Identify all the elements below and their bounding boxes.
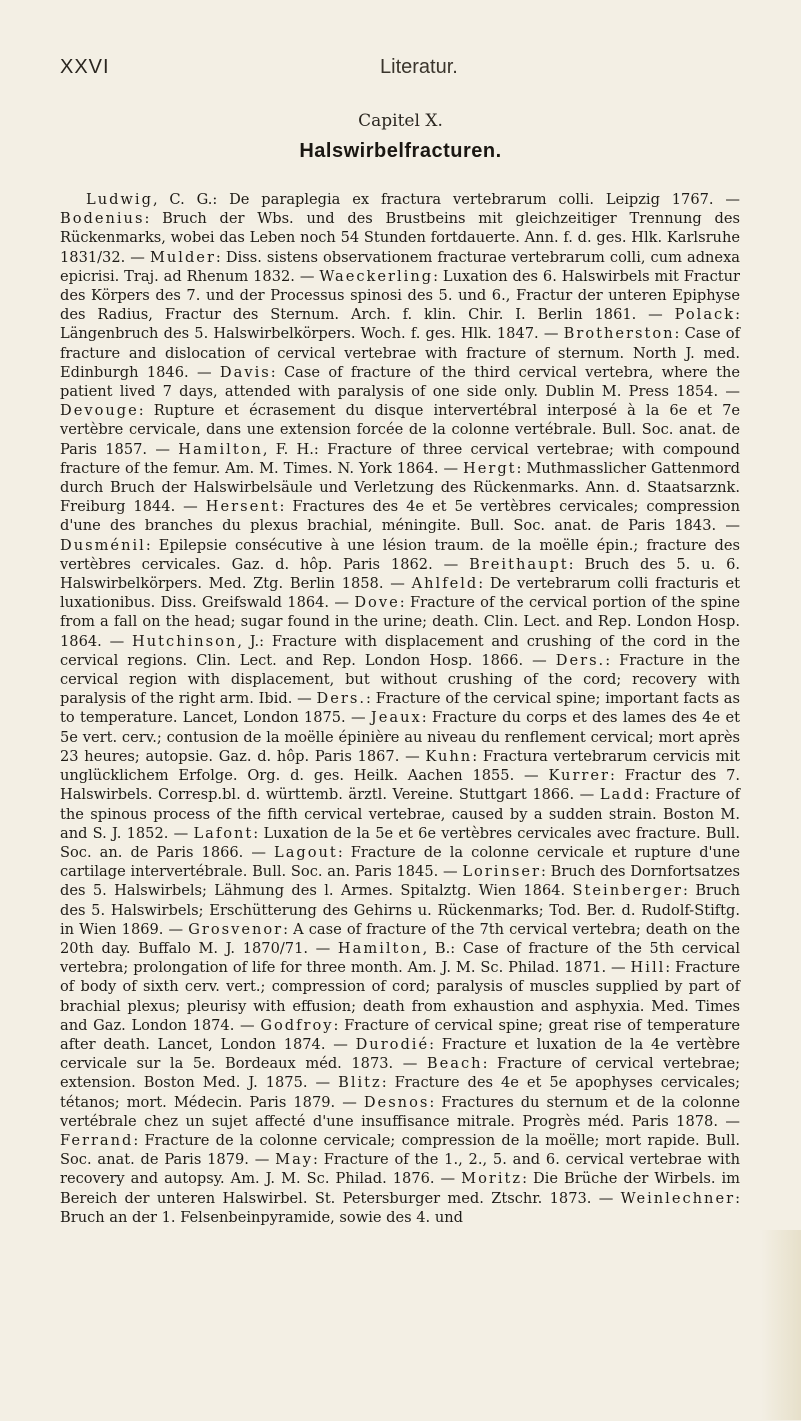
author-name: Mulder (149, 248, 216, 266)
running-head: Literatur. (380, 56, 458, 78)
author-name: Dusménil (60, 536, 146, 554)
citation-text: , C. G.: De paraplegia ex fractura vertebrarum colli. Leipzig 1767. — (152, 191, 740, 208)
author-name: May (275, 1151, 314, 1169)
author-name: Hersent (205, 498, 280, 516)
author-name: Kuhn (425, 747, 473, 765)
author-name: Lafont (193, 824, 254, 842)
citation-text: : Fracture in the cervical region with displacement, but without crushing of the cord; recovery with paralysis of the right arm. Ibid. — (60, 651, 741, 708)
citation-text: : Rupture et écrasement du disque intervertébral interposé à la 6e et 7e vertèbre cervicale, dans une extension forcée de la colonne vertébrale. Bull. Soc. anat. de Paris 1857. — (60, 402, 740, 458)
citation-text: : Case of fracture of the third cervical vertebra, where the patient lived 7 days, attended with paralysis of one side only. Dublin M. Press 1854. — (60, 363, 741, 401)
citation-text: : Fracture et luxation de la 4e vertèbre cervicale sur la 5e. Bordeaux méd. 1873. — (60, 1035, 740, 1073)
bibliography-paragraph (60, 190, 740, 1227)
chapter-heading: Capitel X. (358, 111, 443, 131)
page-header (60, 56, 740, 86)
citation-text: : Fracture of cervical spine; great rise of temperature after death. Lancet, London 1874. — (60, 1016, 740, 1053)
author-name: Godfroy (260, 1016, 334, 1034)
author-name: Hamilton (337, 939, 423, 957)
author-name: Moritz (461, 1170, 523, 1188)
citation-text: : Luxation de la 5e et 6e vertèbres cervicales avec fracture. Bull. Soc. an. de Paris 1866. — (60, 824, 740, 861)
author-name: Ladd (599, 786, 645, 804)
author-name: Blitz (338, 1074, 382, 1092)
citation-text: : Fractur des 7. Halswirbels. Corresp.bl. d. württemb. ärztl. Vereine. Stuttgart 1866. — (60, 767, 740, 804)
page-number: XXVI (60, 56, 110, 78)
author-name: Breithaupt (469, 555, 569, 573)
citation-text: : Epilepsie consécutive à une lésion traum. de la moëlle épin.; fracture des vertèbres cervicales. Gaz. d. hôp. Paris 1862. — (60, 536, 740, 573)
citation-text: : Fractura vertebrarum cervicis mit unglücklichem Erfolge. Org. d. ges. Heilk. Aachen 1855. — (60, 747, 740, 785)
citation-text: : Längenbruch des 5. Halswirbelkörpers. Woch. f. ges. Hlk. 1847. — (60, 306, 740, 343)
citation-text: : Bruch der Wbs. und des Brustbeins mit gleichzeitiger Trennung des Rückenmarks, wobei das Leben noch 54 Stunden fortdauerte. Ann. f. d. ges. Hlk. Karlsruhe 1831/32. — (60, 210, 740, 266)
author-name: Desnos (363, 1093, 430, 1111)
author-name: Steinberger (572, 882, 684, 900)
citation-text: : Fracture du corps et des lames des 4e et 5e vert. cerv.; contusion de la moëlle épinière au niveau du renflement cervical; mort après 23 heures; autopsie. Gaz. d. hôp. Paris 1867. — (60, 709, 740, 765)
citation-text: : Fracture of the spinous process of the fifth cervical vertebrae, caused by a sudden strain. Boston M. and S. J. 1852. — (60, 786, 740, 842)
citation-text: : Fracture of body of sixth cerv. vert.; compression of cord; paralysis of muscles supplied by part of brachial plexus; pleurisy with effusion; death from exhaustion and asphyxia. Med. Times and Gaz. London 1874. — (60, 959, 740, 1034)
citation-text: : Case of fracture and dislocation of cervical vertebrae with fracture of sternum. North J. med. Edinburgh 1846. — (60, 325, 740, 381)
author-name: Beach (426, 1055, 483, 1073)
author-name: Lagout (274, 843, 338, 861)
author-name: Ferrand (60, 1131, 134, 1149)
author-name: Hill (630, 959, 666, 977)
citation-text: : Muthmasslicher Gattenmord durch Bruch der Halswirbelsäule und Verletzung des Rückenmarks. Ann. d. Staatsarznk. Freiburg 1844. — (60, 459, 741, 516)
author-name: Lorinser (462, 863, 541, 881)
author-name: Ders. (555, 651, 606, 669)
page-stain (761, 1230, 801, 1420)
author-name: Devouge (60, 402, 139, 420)
bibliography-text (60, 190, 740, 1227)
citation-text: : A case of fracture of the 7th cervical vertebra; death on the 20th day. Buffalo M. J. 1870/71. — (60, 920, 740, 957)
citation-text: : Bruch an der 1. Felsenbeinpyramide, sowie des 4. und (60, 1189, 740, 1226)
author-name: Polack (674, 306, 736, 324)
section-title: Halswirbelfracturen. (299, 140, 502, 162)
citation-text: : Luxation des 6. Halswirbels mit Fractur des Körpers des 7. und der Processus spinosi des 5. und 6., Fractur der unteren Epiphyse des Radius, Fractur des Sternum. Arch. f. klin. Chir. I. Berlin 1861. — (60, 267, 740, 324)
citation-text: : Fracture of the cervical portion of the spine from a fall on the head; sugar found in the urine; death. Clin. Lect. and Rep. London Hosp. 1864. — (60, 594, 741, 650)
citation-text: : Diss. sistens observationem fracturae vertebrarum colli, cum adnexa epicrisi. Traj. ad Rhenum 1832. — (60, 248, 741, 285)
author-name: Hamilton (178, 440, 263, 458)
citation-text: : De vertebrarum colli fracturis et luxationibus. Diss. Greifswald 1864. — (60, 575, 740, 612)
citation-text: : Die Brüche der Wirbels. im Bereich der unteren Halswirbel. St. Petersburger med. Ztschr. 1873. — (60, 1170, 741, 1207)
author-name: Dove (354, 594, 400, 612)
citation-text: : Fractures des 4e et 5e vertèbres cervicales; compression d'une des branches du plexus brachial, méningite. Bull. Soc. anat. de Paris 1843. — (60, 498, 740, 535)
author-name: Jeaux (370, 709, 422, 727)
citation-text: : Fracture of cervical vertebrae; extension. Boston Med. J. 1875. — (60, 1055, 741, 1092)
author-name: Kurrer (548, 767, 611, 785)
citation-text: : Fracture de la colonne cervicale et rupture d'une cartilage intervertébrale. Bull. Soc. an. Paris 1845. — (60, 843, 740, 881)
citation-text: , F. H.: Fracture of three cervical vertebrae; with compound fracture of the femur. Am. M. Times. N. York 1864. — (60, 440, 741, 477)
citation-text: : Bruch des 5. Halswirbels; Erschütterung des Gehirns u. Rückenmarks; Tod. Ber. d. Rudolf-Stiftg. in Wien 1869. — (60, 882, 740, 938)
citation-text: : Fractures du sternum et de la colonne vertébrale chez un sujet affecté d'une insuffisance mitrale. Progrès méd. Paris 1878. — (60, 1093, 740, 1130)
author-name: Bodenius (60, 210, 145, 228)
author-name: Brotherston (563, 325, 675, 343)
author-name: Waeckerling (319, 267, 434, 285)
citation-text: : Fracture des 4e et 5e apophyses cervicales; tétanos; mort. Médecin. Paris 1879. — (60, 1074, 741, 1111)
citation-text: : Fracture of the cervical spine; important facts as to temperature. Lancet, London 1875. — (60, 690, 741, 727)
author-name: Weinlechner (620, 1189, 736, 1207)
citation-text: : Fracture of the 1., 2., 5. and 6. cervical vertebrae with recovery and autopsy. Am. J. M. Sc. Philad. 1876. — (60, 1151, 740, 1188)
citation-text: : Bruch des 5. u. 6. Halswirbelkörpers. Med. Ztg. Berlin 1858. — (60, 555, 741, 593)
author-name: Ders. (316, 690, 366, 708)
author-name: Grosvenor (188, 920, 284, 938)
author-name: Durodié (355, 1035, 430, 1053)
citation-text: , B.: Case of fracture of the 5th cervical vertebra; prolongation of life for three month. Am. J. M. Sc. Philad. 1871. — (60, 939, 740, 977)
citation-text: : Fracture de la colonne cervicale; compression de la moëlle; mort rapide. Bull. Soc. anat. de Paris 1879. — (60, 1131, 740, 1169)
author-name: Hergt (463, 459, 517, 477)
citation-text: : Bruch des Dornfortsatzes des 5. Halswirbels; Lähmung des l. Armes. Spitalztg. Wien 1864. (60, 863, 740, 900)
author-name: Davis (219, 363, 271, 381)
author-name: Hutchinson (132, 632, 238, 650)
author-name: Ahlfeld (411, 575, 479, 593)
author-name: Ludwig (86, 191, 153, 208)
citation-text: , J.: Fracture with displacement and crushing of the cord in the cervical regions. Clin. Lect. and Rep. London Hosp. 1866. — (60, 632, 740, 669)
